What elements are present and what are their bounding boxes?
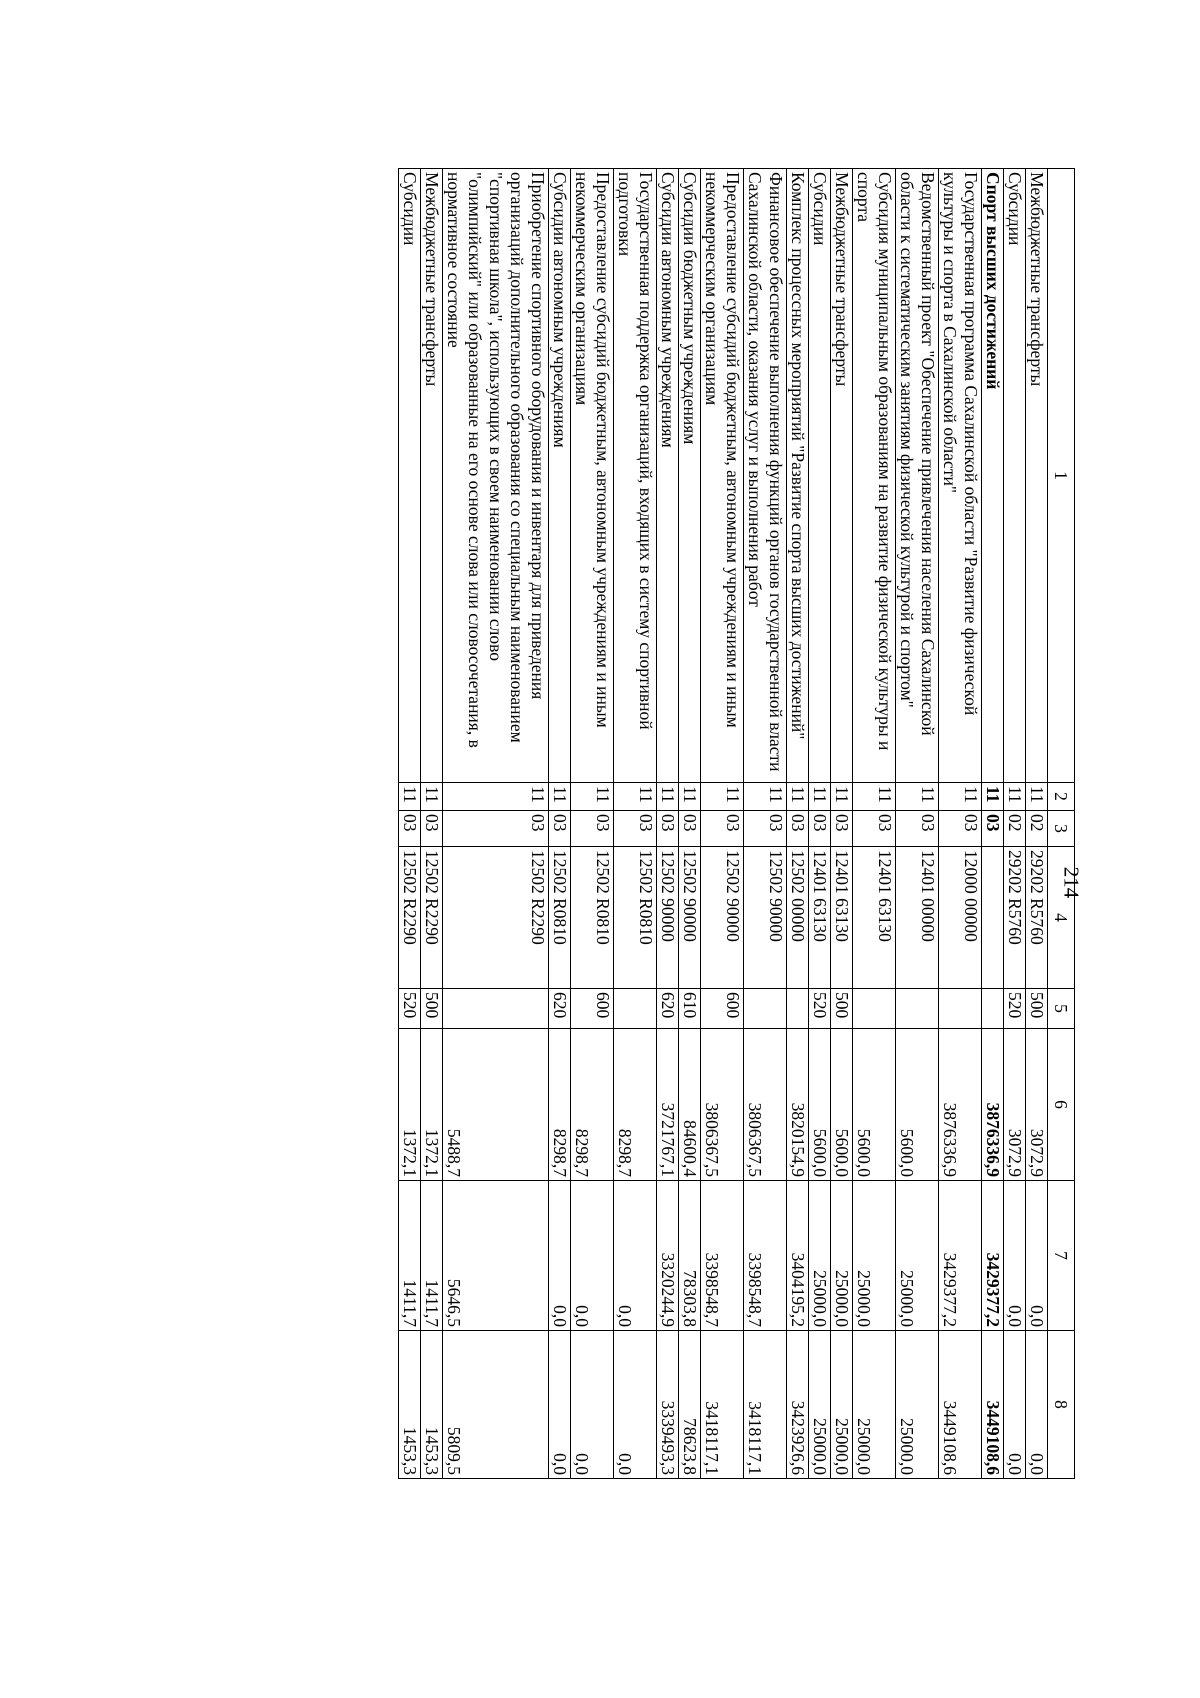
subsection-code: 03 [657, 811, 679, 847]
expense-type-code: 600 [571, 989, 614, 1029]
amount-col-8: 25000,0 [809, 1331, 831, 1479]
amount-col-8: 3418117,1 [744, 1331, 787, 1479]
row-name: Межбюджетные трансферты [831, 169, 853, 783]
target-article-code: 12502 R0810 [549, 847, 571, 989]
header-cell: 7 [1048, 1181, 1075, 1331]
amount-col-8: 25000,0 [896, 1331, 939, 1479]
expense-type-code: 500 [421, 989, 443, 1029]
section-code: 11 [571, 783, 614, 811]
amount-col-8: 1453,3 [399, 1331, 421, 1479]
amount-col-7: 0,0 [549, 1181, 571, 1331]
amount-col-6: 5600,0 [853, 1029, 896, 1181]
header-cell: 6 [1048, 1029, 1075, 1181]
amount-col-6: 8298,7 [549, 1029, 571, 1181]
section-code: 11 [399, 783, 421, 811]
row-name: Субсидии [809, 169, 831, 783]
expense-type-code [853, 989, 896, 1029]
row-name: Предоставление субсидий бюджетным, автономным учреждениям и иным некоммерческим организациям [701, 169, 744, 783]
subsection-code: 03 [679, 811, 701, 847]
amount-col-7: 0,0 [1004, 1181, 1026, 1331]
amount-col-8: 0,0 [549, 1331, 571, 1479]
row-name: Государственная поддержка организаций, входящих в систему спортивной подготовки [614, 169, 657, 783]
subsection-code: 03 [614, 811, 657, 847]
expense-type-code: 620 [549, 989, 571, 1029]
target-article-code: 12502 90000 [679, 847, 701, 989]
row-name: Предоставление субсидий бюджетным, автономным учреждениям и иным некоммерческим организациям [571, 169, 614, 783]
subsection-code: 03 [571, 811, 614, 847]
amount-col-8: 0,0 [1004, 1331, 1026, 1479]
target-article-code: 12502 90000 [744, 847, 787, 989]
amount-col-7: 25000,0 [896, 1181, 939, 1331]
table-row [443, 169, 549, 1479]
subsection-code: 03 [896, 811, 939, 847]
subsection-code: 03 [744, 811, 787, 847]
target-article-code: 12502 00000 [787, 847, 809, 989]
target-article-code: 29202 R5760 [1004, 847, 1026, 989]
target-article-code: 12401 63130 [853, 847, 896, 989]
section-code: 11 [896, 783, 939, 811]
row-name: Субсидии бюджетным учреждениям [679, 169, 701, 783]
row-name: Субсидии [399, 169, 421, 783]
header-cell: 2 [1048, 783, 1075, 811]
table-row [701, 169, 744, 1479]
amount-col-7: 25000,0 [809, 1181, 831, 1331]
section-code: 11 [744, 783, 787, 811]
target-article-code: 12401 63130 [831, 847, 853, 989]
table-row [853, 169, 896, 1479]
amount-col-6: 84600,4 [679, 1029, 701, 1181]
row-name: Спорт высших достижений [982, 169, 1004, 783]
subsection-code: 03 [787, 811, 809, 847]
target-article-code: 29202 R5760 [1026, 847, 1048, 989]
subsection-code: 02 [1026, 811, 1048, 847]
amount-col-6: 3806367,5 [744, 1029, 787, 1181]
amount-col-6: 5600,0 [809, 1029, 831, 1181]
target-article-code: 12401 00000 [896, 847, 939, 989]
amount-col-8: 3423926,6 [787, 1331, 809, 1479]
table-row [831, 169, 853, 1479]
amount-col-7: 78303,8 [679, 1181, 701, 1331]
table-body [399, 169, 1075, 1479]
table-row [657, 169, 679, 1479]
target-article-code: 12502 R2290 [443, 847, 549, 989]
expense-type-code: 620 [657, 989, 679, 1029]
subsection-code: 03 [809, 811, 831, 847]
subsection-code: 03 [939, 811, 982, 847]
amount-col-7: 1411,7 [399, 1181, 421, 1331]
subsection-code: 03 [443, 811, 549, 847]
amount-col-8: 0,0 [614, 1331, 657, 1479]
amount-col-8: 78623,8 [679, 1331, 701, 1479]
target-article-code: 12502 R2290 [421, 847, 443, 989]
table-row [982, 169, 1004, 1479]
amount-col-6: 3876336,9 [939, 1029, 982, 1181]
expense-type-code: 600 [701, 989, 744, 1029]
section-code: 11 [853, 783, 896, 811]
table-row [421, 169, 443, 1479]
section-code: 11 [443, 783, 549, 811]
amount-col-8: 0,0 [571, 1331, 614, 1479]
subsection-code: 03 [421, 811, 443, 847]
subsection-code: 03 [831, 811, 853, 847]
amount-col-7: 25000,0 [853, 1181, 896, 1331]
subsection-code: 03 [701, 811, 744, 847]
section-code: 11 [1004, 783, 1026, 811]
table-row [614, 169, 657, 1479]
row-name: Субсидии [1004, 169, 1026, 783]
row-name: Ведомственный проект "Обеспечение привлечения населения Сахалинской области к систематическим занятиям физической культурой и спортом" [896, 169, 939, 783]
section-code: 11 [787, 783, 809, 811]
section-code: 11 [809, 783, 831, 811]
amount-col-7: 3429377,2 [939, 1181, 982, 1331]
section-code: 11 [421, 783, 443, 811]
subsection-code: 02 [1004, 811, 1026, 847]
amount-col-6: 5600,0 [896, 1029, 939, 1181]
amount-col-7: 5646,5 [443, 1181, 549, 1331]
table-row [549, 169, 571, 1479]
amount-col-7: 0,0 [614, 1181, 657, 1331]
section-code: 11 [614, 783, 657, 811]
target-article-code: 12502 R0810 [614, 847, 657, 989]
amount-col-6: 3072,9 [1004, 1029, 1026, 1181]
expense-type-code: 520 [809, 989, 831, 1029]
subsection-code: 03 [982, 811, 1004, 847]
table-row [679, 169, 701, 1479]
amount-col-7: 3429377,2 [982, 1181, 1004, 1331]
row-name: Межбюджетные трансферты [1026, 169, 1048, 783]
amount-col-7: 25000,0 [831, 1181, 853, 1331]
expense-type-code [896, 989, 939, 1029]
expense-type-code [614, 989, 657, 1029]
table-row [571, 169, 614, 1479]
section-code: 11 [982, 783, 1004, 811]
header-cell: 8 [1048, 1331, 1075, 1479]
amount-col-6: 8298,7 [614, 1029, 657, 1181]
row-name: Межбюджетные трансферты [421, 169, 443, 783]
amount-col-6: 3820154,9 [787, 1029, 809, 1181]
target-article-code: 12502 R0810 [571, 847, 614, 989]
amount-col-7: 1411,7 [421, 1181, 443, 1331]
target-article-code: 12000 00000 [939, 847, 982, 989]
amount-col-6: 3876336,9 [982, 1029, 1004, 1181]
amount-col-6: 5488,7 [443, 1029, 549, 1181]
table-row [1026, 169, 1048, 1479]
row-name: Субсидии автономным учреждениям [657, 169, 679, 783]
amount-col-8: 5809,5 [443, 1331, 549, 1479]
expense-type-code [939, 989, 982, 1029]
target-article-code: 12401 63130 [809, 847, 831, 989]
table-row [744, 169, 787, 1479]
expense-type-code [443, 989, 549, 1029]
section-code: 11 [549, 783, 571, 811]
expense-type-code: 500 [1026, 989, 1048, 1029]
section-code: 11 [939, 783, 982, 811]
expense-type-code [787, 989, 809, 1029]
row-name: Комплекс процессных мероприятий "Развитие спорта высших достижений" [787, 169, 809, 783]
amount-col-7: 3398548,7 [744, 1181, 787, 1331]
amount-col-8: 25000,0 [853, 1331, 896, 1479]
expense-type-code [744, 989, 787, 1029]
row-name: Субсидия муниципальным образованиям на развитие физической культуры и спорта [853, 169, 896, 783]
table-row [809, 169, 831, 1479]
amount-col-8: 25000,0 [831, 1331, 853, 1479]
amount-col-8: 1453,3 [421, 1331, 443, 1479]
amount-col-8: 3339493,3 [657, 1331, 679, 1479]
subsection-code: 03 [549, 811, 571, 847]
target-article-code: 12502 90000 [657, 847, 679, 989]
expense-type-code: 500 [831, 989, 853, 1029]
section-code: 11 [1026, 783, 1048, 811]
expense-type-code: 520 [1004, 989, 1026, 1029]
row-name: Приобретение спортивного оборудования и инвентаря для приведения организаций дополнительного образования со специальным наименованием "спортивная школа", использующих в своем наименовании слово "олимпийский" или образованные на его основе слова или словосочетания, в нормативное состояние [443, 169, 549, 783]
header-cell: 3 [1048, 811, 1075, 847]
target-article-code [982, 847, 1004, 989]
page-number: 214 [1059, 866, 1084, 899]
row-name: Финансовое обеспечение выполнения функций органов государственной власти Сахалинской области, оказания услуг и выполнения работ [744, 169, 787, 783]
expense-type-code: 610 [679, 989, 701, 1029]
amount-col-8: 3449108,6 [982, 1331, 1004, 1479]
amount-col-7: 3398548,7 [701, 1181, 744, 1331]
table-row [399, 169, 421, 1479]
target-article-code: 12502 90000 [701, 847, 744, 989]
header-cell: 5 [1048, 989, 1075, 1029]
amount-col-6: 1372,1 [421, 1029, 443, 1181]
amount-col-6: 3072,9 [1026, 1029, 1048, 1181]
target-article-code: 12502 R2290 [399, 847, 421, 989]
amount-col-6: 8298,7 [571, 1029, 614, 1181]
expense-type-code: 520 [399, 989, 421, 1029]
amount-col-6: 3806367,5 [701, 1029, 744, 1181]
table-row [939, 169, 982, 1479]
header-cell: 4 [1048, 847, 1075, 989]
header-cell: 1 [1048, 169, 1075, 783]
amount-col-6: 1372,1 [399, 1029, 421, 1181]
subsection-code: 03 [853, 811, 896, 847]
budget-table [398, 168, 1075, 1479]
subsection-code: 03 [399, 811, 421, 847]
section-code: 11 [831, 783, 853, 811]
amount-col-8: 3449108,6 [939, 1331, 982, 1479]
amount-col-6: 5600,0 [831, 1029, 853, 1181]
section-code: 11 [657, 783, 679, 811]
section-code: 11 [701, 783, 744, 811]
header-row [1048, 169, 1075, 1479]
table-row [896, 169, 939, 1479]
amount-col-7: 0,0 [571, 1181, 614, 1331]
amount-col-8: 3418117,1 [701, 1331, 744, 1479]
amount-col-6: 3721767,1 [657, 1029, 679, 1181]
expense-type-code [982, 989, 1004, 1029]
section-code: 11 [679, 783, 701, 811]
amount-col-7: 3320244,9 [657, 1181, 679, 1331]
amount-col-8: 0,0 [1026, 1331, 1048, 1479]
row-name: Государственная программа Сахалинской области "Развитие физической культуры и спорта в Сахалинской области" [939, 169, 982, 783]
amount-col-7: 3404195,2 [787, 1181, 809, 1331]
rotated-table-container [50, 168, 1075, 1478]
amount-col-7: 0,0 [1026, 1181, 1048, 1331]
table-row [1004, 169, 1026, 1479]
table-row [787, 169, 809, 1479]
row-name: Субсидии автономным учреждениям [549, 169, 571, 783]
